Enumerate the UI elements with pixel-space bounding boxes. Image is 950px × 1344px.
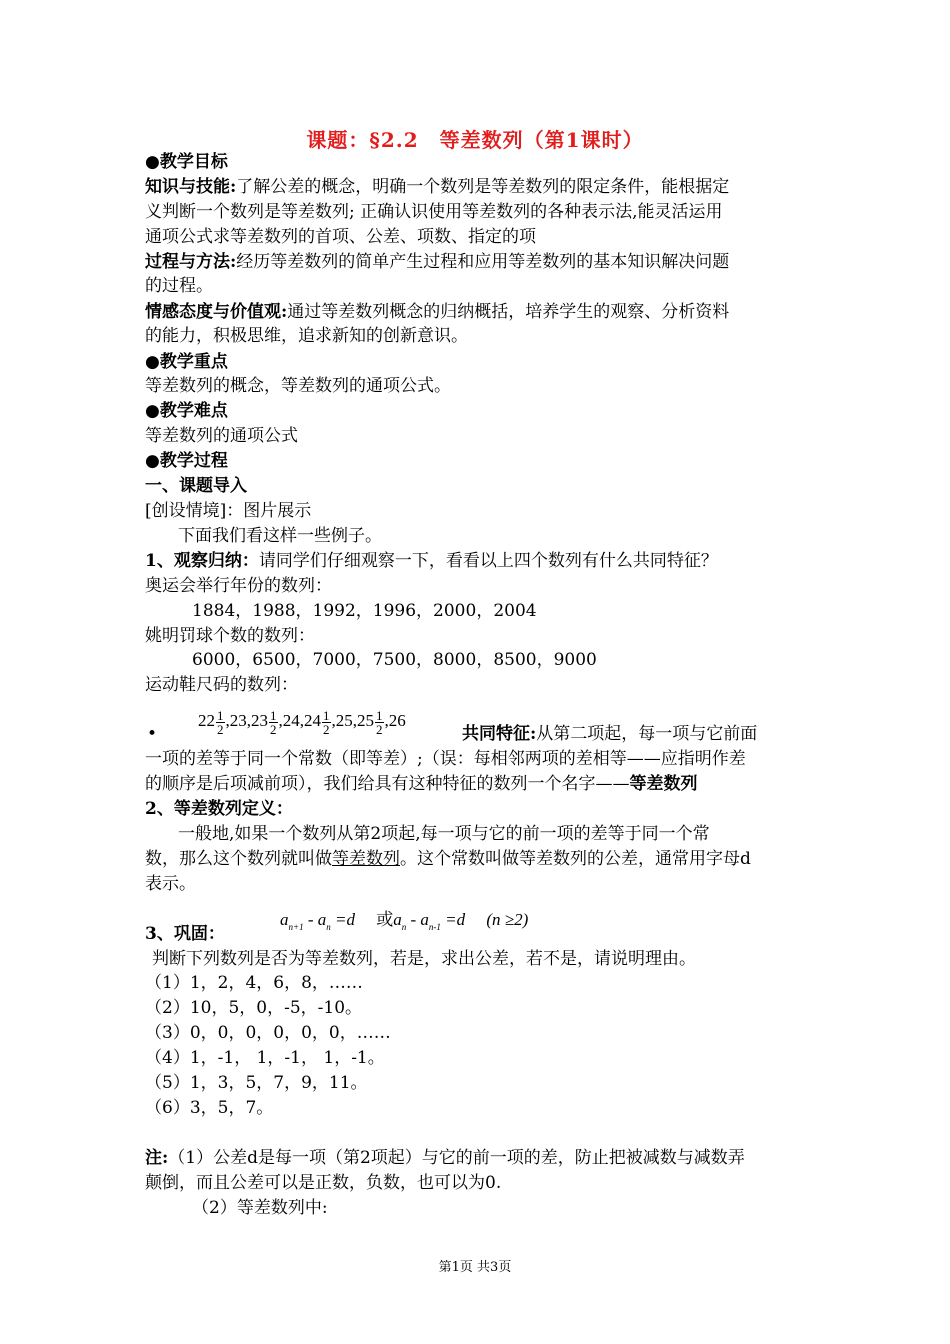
fraction-numerator: 1: [270, 707, 277, 723]
fraction-denominator: 2: [323, 721, 330, 737]
knowledge-line-3: 通项公式求等差数列的首项、公差、项数、指定的项: [145, 227, 536, 247]
section-heading-difficulties: ●教学难点: [145, 401, 228, 421]
scene-label: [创设情境]：: [145, 501, 244, 521]
difficulties-text: 等差数列的通项公式: [145, 426, 298, 446]
olympic-sequence: 1884，1988，1992，1996，2000，2004: [192, 601, 537, 621]
fraction: [322, 709, 331, 736]
scene-line: [145, 499, 311, 523]
exercise-item: （2）10，5，0，-5，-10。: [145, 998, 363, 1018]
definition-line-1: 一般地,如果一个数列从第2项起,每一项与它的前一项的差等于同一个常: [178, 824, 710, 844]
consolidate-heading: 3、巩固：: [145, 924, 225, 944]
fraction-denominator: 2: [217, 721, 224, 737]
intro-line: 下面我们看这样一些例子。: [178, 526, 382, 546]
section-heading-process: ●教学过程: [145, 451, 228, 471]
page-title: 课题：§2.2 等差数列（第1课时）: [306, 128, 644, 152]
term-arithmetic-sequence: 等差数列: [629, 774, 698, 794]
fraction: [269, 709, 278, 736]
exercise-item: （6）3，5，7。: [145, 1098, 274, 1118]
knowledge-line-1: [145, 175, 729, 199]
fraction-denominator: 2: [376, 721, 383, 737]
judge-instruction: 判断下列数列是否为等差数列，若是，求出公差，若不是，请说明理由。: [152, 949, 696, 969]
note-label: 注:: [145, 1148, 169, 1168]
process-label: 过程与方法:: [145, 252, 237, 272]
formula-symbol: a: [393, 910, 402, 929]
fraction: [216, 709, 225, 736]
formula-subscript: n+1: [288, 922, 304, 932]
key-points-text: 等差数列的概念，等差数列的通项公式。: [145, 376, 451, 396]
definition-text-2a: 数，那么这个数列就叫做: [145, 849, 332, 869]
knowledge-label: 知识与技能:: [145, 177, 237, 197]
page-footer: 第1页 共3页: [438, 1260, 512, 1275]
shoe-term: ,25,25: [331, 711, 374, 730]
fraction-denominator: 2: [270, 721, 277, 737]
process-line-2: 的过程。: [145, 276, 213, 296]
note-line-3: （2）等差数列中:: [192, 1198, 328, 1218]
section-heading-key-points: ●教学重点: [145, 352, 228, 372]
note-line-2: 颠倒，而且公差可以是正数，负数，也可以为0.: [145, 1173, 502, 1193]
exercise-item: （3）0，0，0，0，0，0，……: [145, 1023, 391, 1043]
observe-line: [145, 549, 718, 573]
definition-text-2c: 。这个常数叫做等差数列的公差，通常用字母d: [400, 849, 751, 869]
definition-line-3: 表示。: [145, 874, 196, 894]
note-line-1: [145, 1146, 745, 1170]
observe-text: 请同学们仔细观察一下，看看以上四个数列有什么共同特征？: [258, 551, 718, 571]
common-line-2: 一项的差等于同一个常数（即等差）;（误：每相邻两项的差相等——应指明作差: [145, 749, 746, 769]
olympic-label: 奥运会举行年份的数列：: [145, 576, 332, 596]
emotion-text-1: 通过等差数列概念的归纳概括，培养学生的观察、分析资料: [287, 302, 730, 322]
formula-equals: =d: [440, 910, 466, 929]
common-line-3: [145, 772, 698, 796]
shoe-sequence: [198, 703, 406, 739]
exercise-item: （1）1，2，4，6，8，……: [145, 973, 363, 993]
yao-label: 姚明罚球个数的数列：: [145, 626, 315, 646]
exercise-item: （5）1，3，5，7，9，11。: [145, 1073, 368, 1093]
yao-sequence: 6000，6500，7000，7500，8000，8500，9000: [192, 650, 597, 670]
emotion-label: 情感态度与价值观:: [145, 302, 288, 322]
fraction: [375, 709, 384, 736]
formula-subscript: n: [401, 922, 407, 932]
shoe-term: ,24,24: [278, 711, 321, 730]
common-label: 共同特征:: [462, 724, 537, 744]
knowledge-line-2: 义判断一个数列是等差数列; 正确认识使用等差数列的各种表示法,能灵活运用: [145, 202, 723, 222]
formula-operator: -: [303, 910, 318, 929]
shoe-term: ,23,23: [225, 711, 268, 730]
process-line-1: [145, 250, 729, 274]
recurrence-formula: [280, 908, 528, 939]
section-heading-goals: ●教学目标: [145, 152, 228, 172]
fraction-numerator: 1: [376, 707, 383, 723]
scene-text: 图片展示: [243, 501, 312, 521]
fraction-numerator: 1: [217, 707, 224, 723]
emotion-line-2: 的能力，积极思维，追求新知的创新意识。: [145, 326, 468, 346]
definition-term: 等差数列: [332, 849, 400, 869]
note-text-1: （1）公差d是每一项（第2项起）与它的前一项的差，防止把被减数与减数弄: [168, 1148, 745, 1168]
formula-equals: =d: [330, 910, 355, 929]
shoe-term: 22: [198, 711, 215, 730]
common-line-1: [462, 722, 757, 746]
formula-symbol: a: [317, 910, 327, 929]
observe-label: 1、观察归纳：: [145, 551, 259, 571]
shoe-label: 运动鞋尺码的数列：: [145, 675, 298, 695]
definition-heading: 2、等差数列定义：: [145, 799, 293, 819]
formula-symbol: a: [280, 910, 289, 929]
formula-subscript: n-1: [428, 922, 441, 932]
shoe-term: ,26: [384, 711, 406, 730]
exercise-item: （4）1，-1， 1，-1， 1，-1。: [145, 1048, 385, 1068]
emotion-line-1: [145, 300, 729, 324]
bullet: •: [147, 724, 158, 744]
formula-operator: -: [406, 910, 421, 929]
common-text-1: 从第二项起，每一项与它前面: [536, 724, 758, 744]
formula-or: 或: [376, 910, 394, 929]
knowledge-text-1: 了解公差的概念，明确一个数列是等差数列的限定条件，能根据定: [236, 177, 730, 197]
formula-subscript: n: [326, 922, 331, 932]
definition-line-2: [145, 847, 751, 871]
common-text-3a: 的顺序是后项减前项），我们给具有这种特征的数列一个名字——: [145, 774, 630, 794]
formula-condition: (n ≥2): [486, 910, 529, 929]
process-text-1: 经历等差数列的简单产生过程和应用等差数列的基本知识解决问题: [236, 252, 730, 272]
formula-symbol: a: [420, 910, 429, 929]
subheading-intro: 一、课题导入: [145, 476, 247, 496]
fraction-numerator: 1: [323, 707, 330, 723]
